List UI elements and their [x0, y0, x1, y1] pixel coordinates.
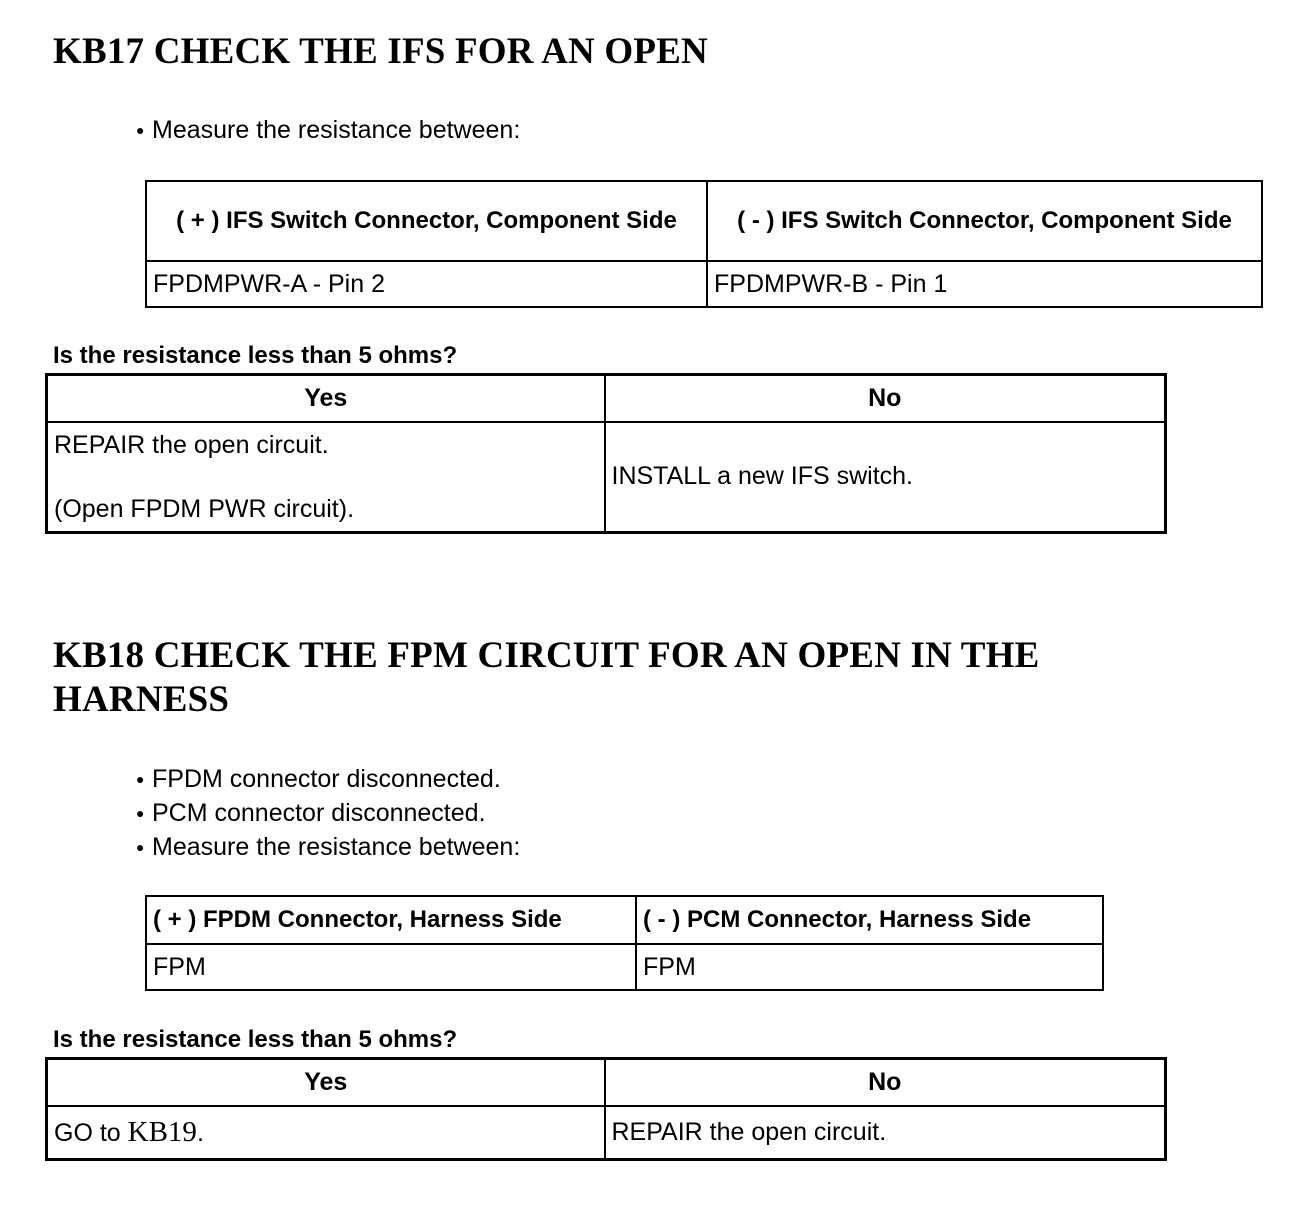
bullet-icon: ●: [136, 771, 145, 787]
kb17-result-table: [45, 373, 1167, 534]
yes-prefix: GO to: [54, 1118, 121, 1147]
kb19-link[interactable]: KB19: [127, 1115, 197, 1148]
result-cell-no: INSTALL a new IFS switch.: [605, 422, 1166, 533]
list-item: ● Measure the resistance between:: [136, 113, 520, 147]
measure-header-negative: ( - ) IFS Switch Connector, Component Side: [707, 181, 1262, 261]
kb18-heading-line2: HARNESS: [53, 679, 230, 720]
kb18-question: Is the resistance less than 5 ohms?: [53, 1026, 458, 1053]
kb18-measure-table: [145, 895, 1104, 991]
result-header-no: No: [605, 375, 1166, 422]
kb18-bullet-list: [136, 762, 520, 864]
measure-cell-positive: FPDMPWR-A - Pin 2: [146, 261, 707, 307]
kb18-result-table: [45, 1057, 1167, 1161]
kb17-measure-table: [145, 180, 1263, 308]
bullet-icon: ●: [136, 839, 145, 855]
yes-note: (Open FPDM PWR circuit).: [54, 494, 355, 523]
result-header-yes: Yes: [47, 375, 605, 422]
list-item: ● FPDM connector disconnected.: [136, 762, 520, 796]
measure-header-negative: ( - ) PCM Connector, Harness Side: [636, 896, 1103, 944]
kb17-question: Is the resistance less than 5 ohms?: [53, 342, 458, 369]
result-cell-yes: [47, 1106, 605, 1160]
result-cell-no: REPAIR the open circuit.: [605, 1106, 1166, 1160]
measure-cell-negative: FPDMPWR-B - Pin 1: [707, 261, 1262, 307]
measure-header-positive: ( + ) FPDM Connector, Harness Side: [146, 896, 636, 944]
kb17-bullet-list: [136, 113, 520, 147]
kb17-heading: KB17 CHECK THE IFS FOR AN OPEN: [53, 31, 708, 72]
measure-header-positive: ( + ) IFS Switch Connector, Component Side: [146, 181, 707, 261]
kb18-heading: [53, 634, 1040, 722]
list-item: ● Measure the resistance between:: [136, 830, 520, 864]
bullet-icon: ●: [136, 122, 145, 138]
yes-suffix: .: [196, 1118, 204, 1147]
measure-cell-positive: FPM: [146, 944, 636, 990]
result-header-yes: Yes: [47, 1059, 605, 1106]
measure-cell-negative: FPM: [636, 944, 1103, 990]
result-header-no: No: [605, 1059, 1166, 1106]
kb18-heading-line1: KB18 CHECK THE FPM CIRCUIT FOR AN OPEN IN THE: [53, 635, 1040, 676]
list-item: ● PCM connector disconnected.: [136, 796, 520, 830]
result-cell-yes: [47, 422, 605, 533]
yes-action: REPAIR the open circuit.: [54, 430, 329, 459]
bullet-icon: ●: [136, 805, 145, 821]
